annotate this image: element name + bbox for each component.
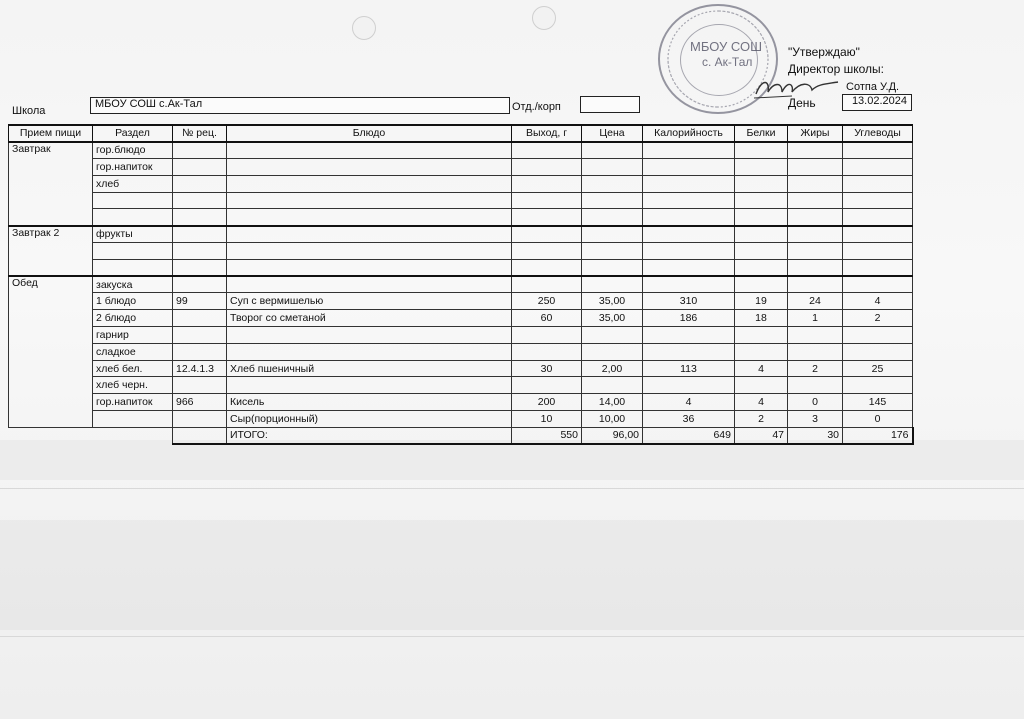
- table-row: [9, 276, 913, 293]
- meal-cell: [9, 293, 93, 310]
- scan-shadow: [0, 440, 1024, 480]
- price-cell: [582, 327, 643, 344]
- output-cell: [512, 226, 582, 243]
- col-fat-header: Жиры: [788, 125, 843, 142]
- carbs-cell: [843, 159, 913, 176]
- fat-cell: 0: [788, 394, 843, 411]
- table-row: [9, 243, 913, 260]
- recipe-cell: [173, 327, 227, 344]
- stamp-line-2: с. Ак-Тал: [702, 55, 753, 69]
- recipe-cell: [173, 192, 227, 209]
- fat-cell: [788, 343, 843, 360]
- section-cell: фрукты: [93, 226, 173, 243]
- price-cell: [582, 259, 643, 276]
- col-calories-header: Калорийность: [643, 125, 735, 142]
- col-price-header: Цена: [582, 125, 643, 142]
- protein-cell: [735, 209, 788, 226]
- section-cell: [93, 259, 173, 276]
- output-cell: [512, 175, 582, 192]
- protein-cell: 2: [735, 411, 788, 428]
- fat-cell: [788, 175, 843, 192]
- carbs-cell: [843, 327, 913, 344]
- carbs-cell: [843, 209, 913, 226]
- scan-fold-line: [0, 636, 1024, 637]
- output-cell: [512, 259, 582, 276]
- carbs-cell: 145: [843, 394, 913, 411]
- calories-cell: [643, 209, 735, 226]
- fat-cell: [788, 243, 843, 260]
- meal-cell: Завтрак 2: [9, 226, 93, 243]
- recipe-cell: [173, 343, 227, 360]
- scan-fold-line: [0, 488, 1024, 489]
- total-carbs: 176: [843, 427, 913, 444]
- calories-cell: 113: [643, 360, 735, 377]
- section-cell: [93, 192, 173, 209]
- dish-cell: [227, 327, 512, 344]
- table-header-row: [9, 125, 913, 142]
- approval-title: "Утверждаю": [788, 45, 860, 59]
- price-cell: 10,00: [582, 411, 643, 428]
- fat-cell: [788, 276, 843, 293]
- calories-cell: [643, 259, 735, 276]
- col-recipe-header: № рец.: [173, 125, 227, 142]
- director-name: Сотпа У.Д.: [846, 81, 900, 93]
- section-cell: 1 блюдо: [93, 293, 173, 310]
- recipe-cell: [173, 411, 227, 428]
- meal-cell: Обед: [9, 276, 93, 293]
- dish-cell: [227, 243, 512, 260]
- fat-cell: [788, 226, 843, 243]
- price-cell: [582, 276, 643, 293]
- section-cell: 2 блюдо: [93, 310, 173, 327]
- price-cell: 35,00: [582, 293, 643, 310]
- section-cell: закуска: [93, 276, 173, 293]
- dish-cell: [227, 259, 512, 276]
- calories-cell: [643, 243, 735, 260]
- carbs-cell: 2: [843, 310, 913, 327]
- carbs-cell: [843, 142, 913, 159]
- dish-cell: [227, 192, 512, 209]
- section-cell: хлеб: [93, 175, 173, 192]
- dish-cell: [227, 276, 512, 293]
- section-cell: хлеб черн.: [93, 377, 173, 394]
- carbs-cell: [843, 243, 913, 260]
- menu-table: [8, 124, 914, 445]
- dish-cell: Суп с вермишелью: [227, 293, 512, 310]
- output-cell: 250: [512, 293, 582, 310]
- table-row: [9, 226, 913, 243]
- table-row: [9, 343, 913, 360]
- section-cell: [93, 243, 173, 260]
- meal-cell: [9, 411, 93, 428]
- dept-field: [580, 96, 640, 113]
- recipe-cell: [173, 159, 227, 176]
- total-label: ИТОГО:: [227, 427, 512, 444]
- calories-cell: [643, 175, 735, 192]
- carbs-cell: [843, 343, 913, 360]
- meal-cell: [9, 175, 93, 192]
- calories-cell: 310: [643, 293, 735, 310]
- menu-table-body: [9, 142, 913, 444]
- table-row: [9, 310, 913, 327]
- recipe-cell: 99: [173, 293, 227, 310]
- carbs-cell: [843, 175, 913, 192]
- price-cell: [582, 226, 643, 243]
- dish-cell: Кисель: [227, 394, 512, 411]
- dish-cell: [227, 175, 512, 192]
- protein-cell: 4: [735, 394, 788, 411]
- calories-cell: [643, 327, 735, 344]
- meal-cell: [9, 327, 93, 344]
- output-cell: [512, 327, 582, 344]
- fat-cell: [788, 142, 843, 159]
- col-carbs-header: Углеводы: [843, 125, 913, 142]
- protein-cell: [735, 243, 788, 260]
- col-meal-header: Прием пищи: [9, 125, 93, 142]
- section-cell: хлеб бел.: [93, 360, 173, 377]
- fat-cell: 24: [788, 293, 843, 310]
- price-cell: [582, 142, 643, 159]
- recipe-cell: [173, 427, 227, 444]
- meal-cell: [9, 360, 93, 377]
- fat-cell: [788, 192, 843, 209]
- recipe-cell: [173, 276, 227, 293]
- fat-cell: [788, 327, 843, 344]
- table-row: [9, 394, 913, 411]
- output-cell: 200: [512, 394, 582, 411]
- output-cell: [512, 243, 582, 260]
- fat-cell: 2: [788, 360, 843, 377]
- meal-cell: [9, 259, 93, 276]
- meal-cell: [9, 192, 93, 209]
- output-cell: 30: [512, 360, 582, 377]
- total-price: 96,00: [582, 427, 643, 444]
- punch-hole: [532, 6, 556, 30]
- dept-label: Отд./корп: [512, 101, 561, 113]
- total-fat: 30: [788, 427, 843, 444]
- table-row: [9, 159, 913, 176]
- total-protein: 47: [735, 427, 788, 444]
- output-cell: [512, 343, 582, 360]
- recipe-cell: [173, 226, 227, 243]
- table-row: [9, 192, 913, 209]
- calories-cell: [643, 226, 735, 243]
- output-cell: [512, 192, 582, 209]
- recipe-cell: [173, 259, 227, 276]
- total-calories: 649: [643, 427, 735, 444]
- protein-cell: [735, 192, 788, 209]
- meal-cell: [9, 209, 93, 226]
- price-cell: [582, 192, 643, 209]
- calories-cell: [643, 343, 735, 360]
- recipe-cell: [173, 377, 227, 394]
- protein-cell: 18: [735, 310, 788, 327]
- price-cell: [582, 159, 643, 176]
- table-row: [9, 142, 913, 159]
- recipe-cell: [173, 310, 227, 327]
- calories-cell: 186: [643, 310, 735, 327]
- output-cell: 10: [512, 411, 582, 428]
- recipe-cell: [173, 209, 227, 226]
- meal-cell: Завтрак: [9, 142, 93, 159]
- date-field: 13.02.2024: [842, 94, 912, 111]
- section-cell: гарнир: [93, 327, 173, 344]
- calories-cell: [643, 142, 735, 159]
- protein-cell: 4: [735, 360, 788, 377]
- stamp-line-1: МБОУ СОШ: [690, 39, 763, 54]
- punch-hole: [352, 16, 376, 40]
- carbs-cell: 25: [843, 360, 913, 377]
- meal-cell: [9, 394, 93, 411]
- table-row: [9, 327, 913, 344]
- section-cell: гор.блюдо: [93, 142, 173, 159]
- dish-cell: Сыр(порционный): [227, 411, 512, 428]
- carbs-cell: [843, 192, 913, 209]
- table-row: [9, 293, 913, 310]
- fat-cell: [788, 159, 843, 176]
- recipe-cell: [173, 142, 227, 159]
- table-row: [9, 377, 913, 394]
- price-cell: 2,00: [582, 360, 643, 377]
- calories-cell: 4: [643, 394, 735, 411]
- fat-cell: 1: [788, 310, 843, 327]
- carbs-cell: 4: [843, 293, 913, 310]
- fat-cell: [788, 259, 843, 276]
- scan-shadow: [0, 520, 1024, 630]
- carbs-cell: [843, 276, 913, 293]
- carbs-cell: [843, 226, 913, 243]
- dish-cell: [227, 142, 512, 159]
- protein-cell: [735, 175, 788, 192]
- protein-cell: [735, 159, 788, 176]
- col-protein-header: Белки: [735, 125, 788, 142]
- price-cell: [582, 243, 643, 260]
- recipe-cell: [173, 175, 227, 192]
- table-row: [9, 175, 913, 192]
- table-row: [9, 259, 913, 276]
- protein-cell: 19: [735, 293, 788, 310]
- meal-cell: [9, 243, 93, 260]
- fat-cell: [788, 209, 843, 226]
- fat-cell: [788, 377, 843, 394]
- output-cell: 60: [512, 310, 582, 327]
- output-cell: [512, 377, 582, 394]
- table-row: [9, 360, 913, 377]
- col-section-header: Раздел: [93, 125, 173, 142]
- calories-cell: [643, 377, 735, 394]
- col-output-header: Выход, г: [512, 125, 582, 142]
- section-cell: гор.напиток: [93, 394, 173, 411]
- price-cell: [582, 377, 643, 394]
- protein-cell: [735, 226, 788, 243]
- total-output: 550: [512, 427, 582, 444]
- calories-cell: [643, 159, 735, 176]
- dish-cell: [227, 209, 512, 226]
- school-field: МБОУ СОШ с.Ак-Тал: [90, 97, 510, 114]
- section-cell: гор.напиток: [93, 159, 173, 176]
- protein-cell: [735, 343, 788, 360]
- protein-cell: [735, 276, 788, 293]
- dish-cell: Хлеб пшеничный: [227, 360, 512, 377]
- carbs-cell: [843, 259, 913, 276]
- price-cell: 14,00: [582, 394, 643, 411]
- carbs-cell: 0: [843, 411, 913, 428]
- price-cell: [582, 343, 643, 360]
- calories-cell: [643, 192, 735, 209]
- output-cell: [512, 142, 582, 159]
- protein-cell: [735, 259, 788, 276]
- fat-cell: 3: [788, 411, 843, 428]
- price-cell: [582, 209, 643, 226]
- section-cell: [93, 209, 173, 226]
- price-cell: 35,00: [582, 310, 643, 327]
- col-dish-header: Блюдо: [227, 125, 512, 142]
- school-label: Школа: [12, 105, 46, 117]
- calories-cell: 36: [643, 411, 735, 428]
- calories-cell: [643, 276, 735, 293]
- day-label: День: [788, 96, 816, 110]
- total-blank-cell: [9, 427, 173, 444]
- dish-cell: Творог со сметаной: [227, 310, 512, 327]
- meal-cell: [9, 310, 93, 327]
- dish-cell: [227, 377, 512, 394]
- section-cell: [93, 411, 173, 428]
- table-row: [9, 209, 913, 226]
- meal-cell: [9, 159, 93, 176]
- dish-cell: [227, 159, 512, 176]
- table-row: [9, 411, 913, 428]
- protein-cell: [735, 142, 788, 159]
- protein-cell: [735, 377, 788, 394]
- recipe-cell: 12.4.1.3: [173, 360, 227, 377]
- output-cell: [512, 276, 582, 293]
- total-row: [9, 427, 913, 444]
- carbs-cell: [843, 377, 913, 394]
- dish-cell: [227, 343, 512, 360]
- output-cell: [512, 209, 582, 226]
- director-label: Директор школы:: [788, 62, 884, 76]
- protein-cell: [735, 327, 788, 344]
- recipe-cell: 966: [173, 394, 227, 411]
- price-cell: [582, 175, 643, 192]
- output-cell: [512, 159, 582, 176]
- section-cell: сладкое: [93, 343, 173, 360]
- recipe-cell: [173, 243, 227, 260]
- meal-cell: [9, 377, 93, 394]
- dish-cell: [227, 226, 512, 243]
- meal-cell: [9, 343, 93, 360]
